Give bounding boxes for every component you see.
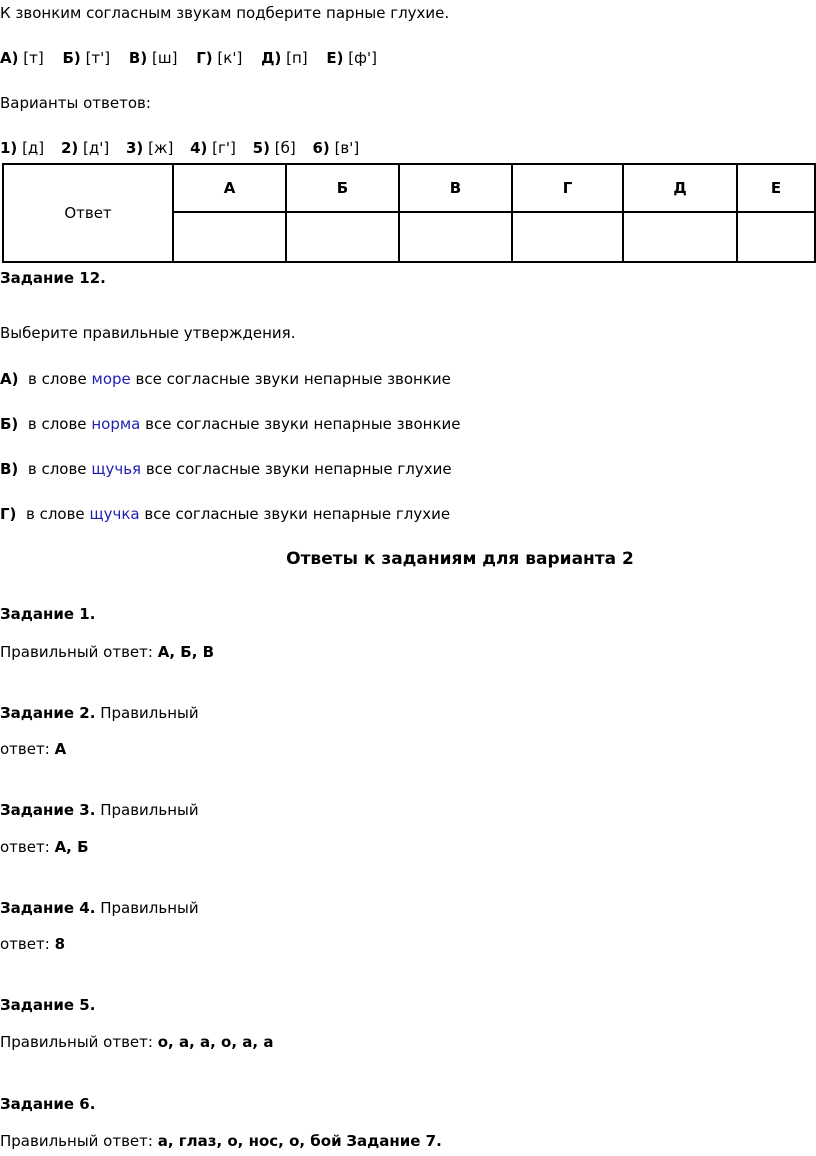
statement-word: море: [91, 370, 131, 388]
answer-cell[interactable]: [399, 212, 512, 262]
statement-item: [0, 504, 450, 524]
statement-item: [0, 369, 451, 389]
answer-column-header: Е: [737, 164, 815, 212]
answer-line: [0, 642, 214, 662]
answer-value: А: [54, 740, 67, 758]
statement-text: в слове: [27, 460, 87, 478]
answer-cell[interactable]: [286, 212, 399, 262]
answer-column-header: А: [173, 164, 286, 212]
answer-label: ответ:: [0, 740, 50, 758]
variant-number: 5): [252, 139, 270, 157]
statement-item: [0, 459, 452, 479]
answer-cell[interactable]: [623, 212, 737, 262]
answer-task-title: Задание 2.: [0, 704, 96, 722]
statement-letter: Б): [0, 415, 19, 433]
answer-column-header: Б: [286, 164, 399, 212]
variant-value: [д]: [22, 139, 45, 157]
statement-word: щучка: [89, 505, 140, 523]
answer-cell[interactable]: [173, 212, 286, 262]
sound-value: [п]: [286, 49, 308, 67]
answer-task-title: Задание 3.: [0, 801, 96, 819]
answer-label: Правильный: [100, 704, 199, 722]
answer-task-title: Задание 5.: [0, 996, 96, 1014]
statement-text: все согласные звуки непарные звонкие: [145, 415, 461, 433]
answer-label: Правильный ответ:: [0, 1033, 153, 1051]
answer-task-title: Задание 4.: [0, 899, 96, 917]
answer-value: А, Б: [54, 838, 89, 856]
answer-cell[interactable]: [737, 212, 815, 262]
answer-label: Правильный ответ:: [0, 643, 153, 661]
statement-item: [0, 414, 461, 434]
variant-number: 6): [312, 139, 330, 157]
statement-text: все согласные звуки непарные глухие: [145, 460, 452, 478]
sound-value: [т']: [85, 49, 111, 67]
statement-text: в слове: [25, 505, 85, 523]
answer-value: а, глаз, о, нос, о, бой: [157, 1132, 342, 1150]
sound-list: [0, 48, 391, 68]
answer-line: [0, 837, 89, 857]
statement-letter: А): [0, 370, 19, 388]
sound-value: [к']: [217, 49, 243, 67]
answer-table: [2, 163, 816, 263]
variant-value: [г']: [212, 139, 236, 157]
sound-value: [т]: [23, 49, 44, 67]
answer-column-header: В: [399, 164, 512, 212]
task12-title: Задание 12.: [0, 269, 106, 287]
answer-task-title: Задание 1.: [0, 605, 96, 623]
answer-label: Правильный: [100, 899, 199, 917]
sound-value: [ш]: [152, 49, 178, 67]
variant-number: 2): [60, 139, 79, 157]
answer-column-header: Д: [623, 164, 737, 212]
task-intro: К звонким согласным звукам подберите парные глухие.: [0, 4, 450, 22]
answer-cell[interactable]: [512, 212, 623, 262]
answer-task-title: Задание 6.: [0, 1095, 96, 1113]
variant-value: [ж]: [148, 139, 174, 157]
variants-label: Варианты ответов:: [0, 94, 151, 112]
statement-text: в слове: [28, 370, 87, 388]
sound-letter: Д): [261, 49, 282, 67]
answer-line: [0, 898, 199, 918]
answer-line: [0, 934, 65, 954]
answer-line: [0, 1032, 273, 1052]
variant-value: [д']: [83, 139, 110, 157]
variant-value: [б]: [274, 139, 296, 157]
answer-value: о, а, а, о, а, а: [157, 1033, 274, 1051]
answer-line: [0, 703, 199, 723]
statement-text: все согласные звуки непарные звонкие: [135, 370, 451, 388]
answer-value: 8: [54, 935, 65, 953]
answer-column-header: Г: [512, 164, 623, 212]
answer-line: [0, 800, 199, 820]
sound-letter: Б): [62, 49, 81, 67]
statement-letter: Г): [0, 505, 17, 523]
sound-value: [ф']: [348, 49, 377, 67]
variant-number: 1): [0, 139, 18, 157]
variant-list: [0, 138, 371, 158]
answers-heading: Ответы к заданиям для варианта 2: [286, 549, 634, 569]
sound-letter: Е): [326, 49, 344, 67]
variant-number: 3): [126, 139, 144, 157]
answer-row-label: Ответ: [3, 164, 173, 262]
answer-label: Правильный: [100, 801, 199, 819]
answer-value: А, Б, В: [157, 643, 215, 661]
answer-line: [0, 1131, 442, 1151]
statement-letter: В): [0, 460, 19, 478]
answer-task-title: Задание 7.: [346, 1132, 442, 1150]
answer-label: ответ:: [0, 935, 50, 953]
statement-text: все согласные звуки непарные глухие: [144, 505, 451, 523]
sound-letter: В): [128, 49, 148, 67]
task12-prompt: Выберите правильные утверждения.: [0, 324, 296, 342]
sound-letter: А): [0, 49, 19, 67]
answer-label: Правильный ответ:: [0, 1132, 153, 1150]
statement-text: в слове: [27, 415, 87, 433]
statement-word: норма: [91, 415, 141, 433]
variant-value: [в']: [334, 139, 360, 157]
statement-word: щучья: [91, 460, 142, 478]
answer-line: [0, 739, 66, 759]
sound-letter: Г): [196, 49, 213, 67]
answer-label: ответ:: [0, 838, 50, 856]
variant-number: 4): [190, 139, 208, 157]
